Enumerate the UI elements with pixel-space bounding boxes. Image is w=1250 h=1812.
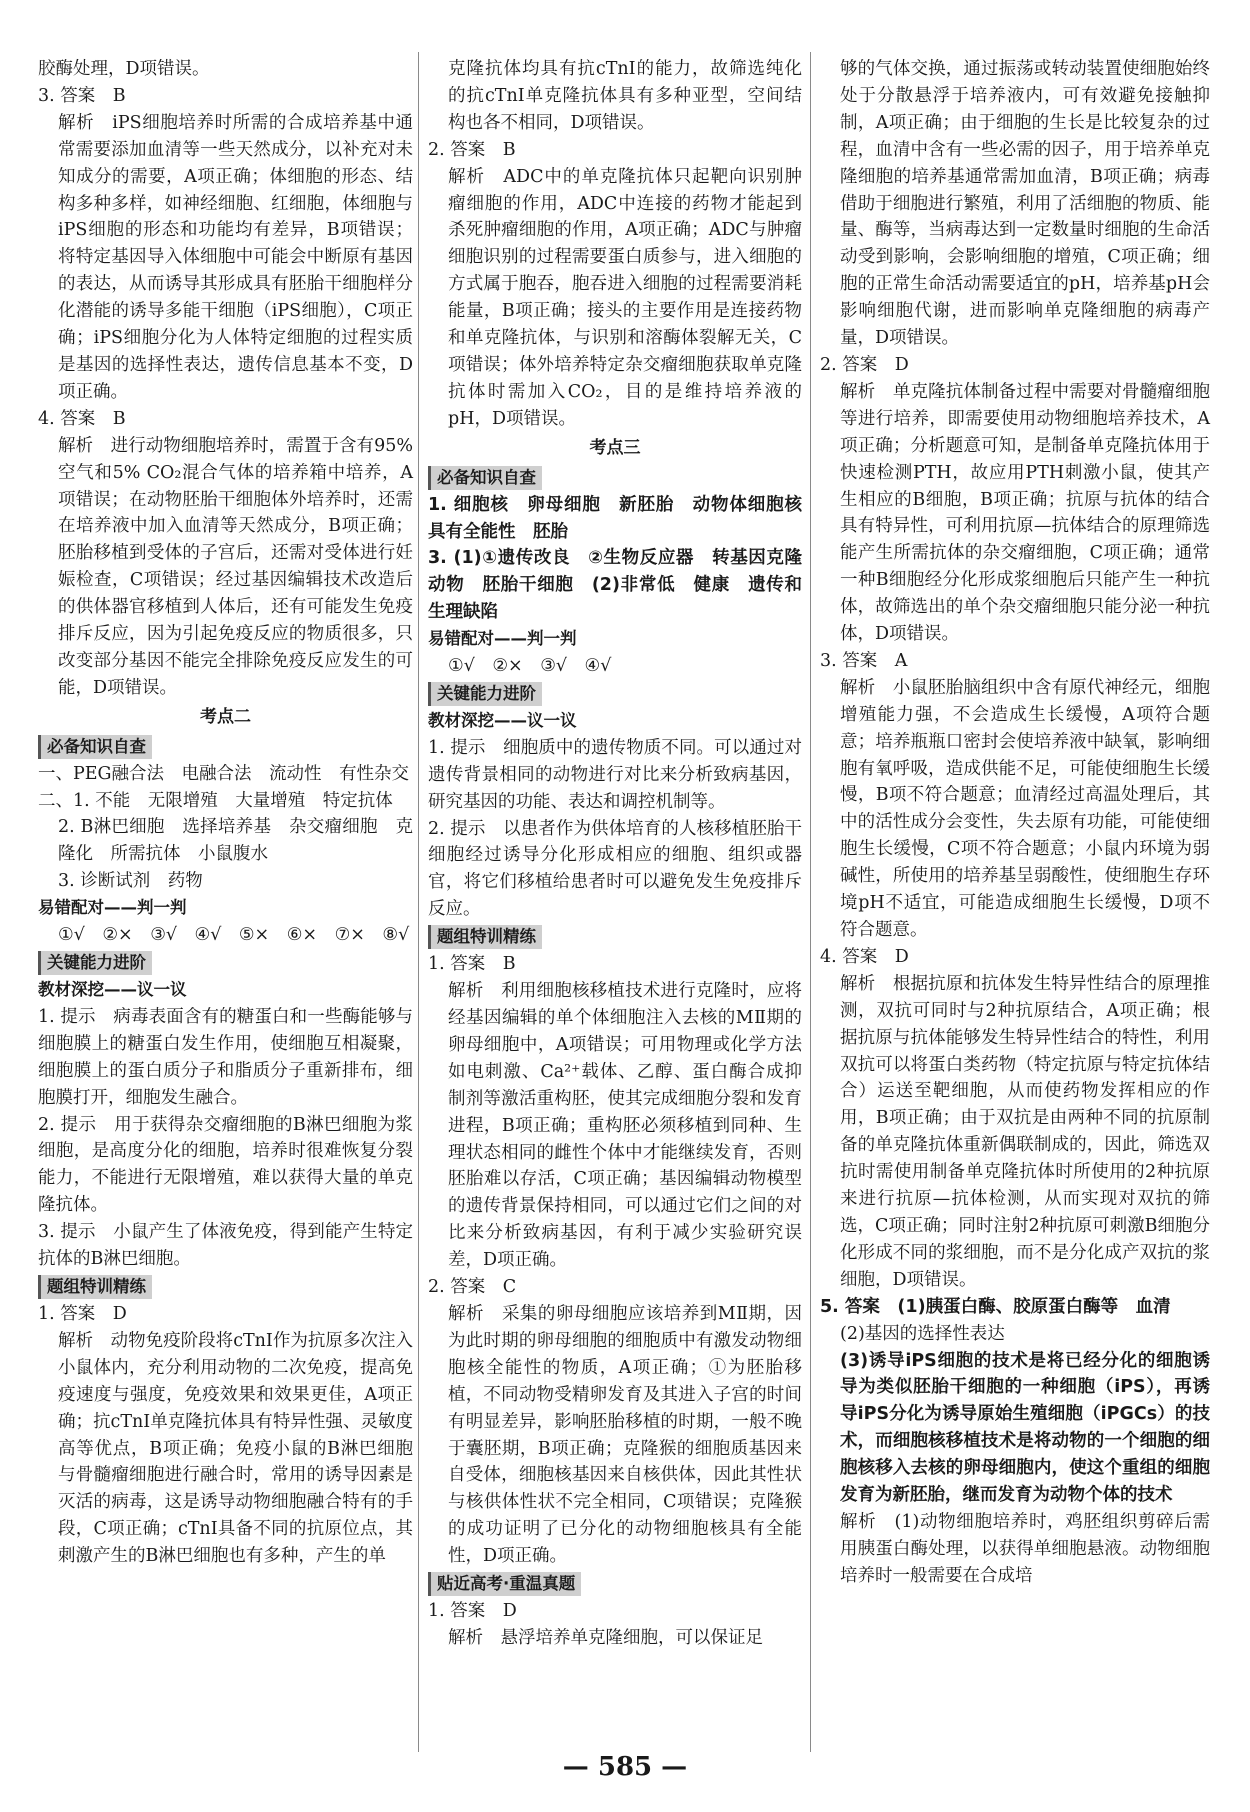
topic-heading: 考点二 bbox=[200, 706, 251, 727]
section-heading: 必备知识自查 bbox=[428, 466, 542, 490]
text-paragraph: 1. 答案 B bbox=[428, 954, 516, 975]
section-heading: 贴近高考·重温真题 bbox=[428, 1572, 581, 1596]
text-paragraph: 2. B淋巴细胞 选择培养基 杂交瘤细胞 克隆化 所需抗体 小鼠腹水 bbox=[58, 817, 413, 865]
text-paragraph: 2. 答案 B bbox=[428, 139, 516, 160]
text-paragraph: 1. 提示 病毒表面含有的糖蛋白和一些酶能够与细胞膜上的糖蛋白发生作用，使细胞互相凝聚，细胞膜上的蛋白质分子和脂质分子重新排布，细胞膜打开，细胞发生融合。 bbox=[38, 1006, 413, 1108]
section-heading-wrap bbox=[428, 923, 802, 951]
section-heading-wrap bbox=[428, 464, 802, 492]
section-heading: 关键能力进阶 bbox=[428, 682, 542, 706]
text-paragraph: 1. 提示 细胞质中的遗传物质不同。可以通过对遗传背景相同的动物进行对比来分析致病基因，研究基因的功能、表达和调控机制等。 bbox=[428, 737, 802, 812]
text-paragraph: 1. 答案 D bbox=[428, 1601, 517, 1622]
text-paragraph: 够的气体交换，通过振荡或转动装置使细胞始终处于分散悬浮于培养液内，可有效避免接触抑制，A项正确；由于细胞的生长是比较复杂的过程，血清中含有一些必需的因子，用于培养单克隆细胞的培养基通常需加血清，B项正确；病毒借助于细胞进行繁殖，利用了活细胞的物质、能量、酶等，当病毒达到一定数量时细胞的生命活动受到影响，会影响细胞的增殖，C项正确；细胞的正常生命活动需要适宜的pH，培养基pH会影响细胞代谢，进而影响单克隆细胞的病毒产量，D项错误。 bbox=[840, 59, 1210, 349]
text-paragraph: 解析 小鼠胚胎脑组织中含有原代神经元，细胞增殖能力强，不会造成生长缓慢，A项符合题意；培养瓶瓶口密封会使培养液中缺氧，影响细胞有氧呼吸，造成供能不足，可能使细胞生长缓慢，B项不符合题意；血清经过高温处理后，其中的活性成分会变性，失去原有功能，可能使细胞生长缓慢，C项不符合题意；小鼠内环境为弱碱性，所使用的培养基呈弱酸性，使细胞生存环境pH不适宜，可能造成细胞生长缓慢，D项不符合题意。 bbox=[840, 677, 1210, 940]
text-paragraph: 3. 提示 小鼠产生了体液免疫，得到能产生特定抗体的B淋巴细胞。 bbox=[38, 1222, 413, 1270]
text-paragraph: ①√ ②× ③√ ④√ bbox=[448, 656, 612, 677]
subsection-heading: 易错配对——判一判 bbox=[428, 629, 577, 649]
topic-heading: 考点三 bbox=[589, 437, 641, 458]
text-paragraph: 3. 诊断试剂 药物 bbox=[58, 871, 203, 892]
section-heading-wrap bbox=[38, 733, 413, 761]
text-paragraph: (3)诱导iPS细胞的技术是将已经分化的细胞诱导为类似胚胎干细胞的一种细胞（iPS），再诱导iPS分化为诱导原始生殖细胞（iPGCs）的技术，而细胞核移植技术是将动物的一个细胞的细胞核移入去核的卵母细胞内，使这个重组的细胞发育为新胚胎，继而发育为动物个体的技术 bbox=[840, 1350, 1210, 1506]
text-paragraph: 2. 提示 以患者作为供体培育的人核移植胚胎干细胞经过诱导分化形成相应的细胞、组织或器官，将它们移植给患者时可以避免发生免疫排斥反应。 bbox=[428, 818, 802, 920]
text-paragraph: 一、PEG融合法 电融合法 流动性 有性杂交 bbox=[38, 763, 410, 784]
subsection-heading: 教材深挖——议一议 bbox=[38, 980, 187, 999]
subsection-heading-wrap bbox=[38, 895, 413, 922]
text-paragraph: 4. 答案 B bbox=[38, 408, 126, 429]
subsection-heading-wrap bbox=[38, 977, 413, 1004]
column-right bbox=[820, 56, 1210, 1590]
section-heading: 关键能力进阶 bbox=[38, 951, 152, 975]
text-paragraph: 3. 答案 B bbox=[38, 85, 126, 106]
section-heading-wrap bbox=[38, 1273, 413, 1301]
text-paragraph: 2. 答案 C bbox=[428, 1277, 517, 1298]
text-paragraph: 解析 单克隆抗体制备过程中需要对骨髓瘤细胞等进行培养，即需要使用动物细胞培养技术，A项正确；分析题意可知，是制备单克隆抗体用于快速检测PTH，故应用PTH刺激小鼠，使其产生相应的B细胞，B项正确；抗原与抗体的结合具有特异性，可利用抗原—抗体结合的原理筛选能产生所需抗体的杂交瘤细胞，C项正确；通常一种B细胞经分化形成浆细胞后只能产生一种抗体，故筛选出的单个杂交瘤细胞只能分泌一种抗体，D项错误。 bbox=[840, 381, 1210, 645]
text-paragraph: 解析 采集的卵母细胞应该培养到MⅡ期，因为此时期的卵母细胞的细胞质中有激发动物细胞核全能性的物质，A项正确；①为胚胎移植，不同动物受精卵发育及其进入子宫的时间有明显差异，影响胚胎移植的时期，一般不晚于囊胚期，B项正确；克隆猴的细胞质基因来自受体，细胞核基因来自核供体，因此其性状与核供体性状不完全相同，C项错误；克隆猴的成功证明了已分化的动物细胞核具有全能性，D项正确。 bbox=[448, 1303, 802, 1567]
text-paragraph: 解析 (1)动物细胞培养时，鸡胚组织剪碎后需用胰蛋白酶处理，以获得单细胞悬液。动物细胞培养时一般需要在合成培 bbox=[840, 1511, 1210, 1586]
text-paragraph: 1. 答案 D bbox=[38, 1303, 127, 1324]
text-paragraph: 解析 进行动物细胞培养时，需置于含有95%空气和5% CO₂混合气体的培养箱中培养，A项错误；在动物胚胎干细胞体外培养时，还需在培养液中加入血清等天然成分，B项正确；胚胎移植到受体的子宫后，还需对受体进行妊娠检查，C项错误；经过基因编辑技术改造后的供体器官移植到人体后，还有可能发生免疫排斥反应，因为引起免疫反应的物质很多，只改变部分基因不能完全排除免疫反应发生的可能，D项错误。 bbox=[58, 435, 413, 698]
text-paragraph: 3. 答案 A bbox=[820, 650, 908, 671]
text-paragraph: 1. 细胞核 卵母细胞 新胚胎 动物体细胞核具有全能性 胚胎 bbox=[428, 494, 802, 542]
text-paragraph: 解析 动物免疫阶段将cTnI作为抗原多次注入小鼠体内，充分利用动物的二次免疫，提高免疫速度与强度，免疫效果和效果更佳，A项正确；抗cTnI单克隆抗体具有特异性强、灵敏度高等优点，B项正确；免疫小鼠的B淋巴细胞与骨髓瘤细胞进行融合时，常用的诱导因素是灭活的病毒，这是诱导动物细胞融合特有的手段，C项正确；cTnI具备不同的抗原位点，其刺激产生的B淋巴细胞也有多种，产生的单 bbox=[58, 1330, 413, 1567]
text-paragraph: 解析 悬浮培养单克隆细胞，可以保证足 bbox=[448, 1627, 763, 1648]
column-divider bbox=[418, 52, 419, 1752]
section-heading: 题组特训精练 bbox=[38, 1275, 152, 1299]
text-paragraph: 二、1. 不能 无限增殖 大量增殖 特定抗体 bbox=[38, 790, 393, 811]
text-paragraph: 解析 ADC中的单克隆抗体只起靶向识别肿瘤细胞的作用，ADC中连接的药物才能起到杀死肿瘤细胞的作用，A项正确；ADC与肿瘤细胞识别的过程需要蛋白质参与，进入细胞的方式属于胞吞，胞吞进入细胞的过程需要消耗能量，B项正确；接头的主要作用是连接药物和单克隆抗体，与识别和溶酶体裂解无关，C项错误；体外培养特定杂交瘤细胞获取单克隆抗体时需加入CO₂，目的是维持培养液的pH，D项错误。 bbox=[448, 166, 802, 429]
text-paragraph: 解析 根据抗原和抗体发生特异性结合的原理推测，双抗可同时与2种抗原结合，A项正确；根据抗原与抗体能够发生特异性结合的特性，利用双抗可以将蛋白类药物（特定抗原与特定抗体结合）运送至靶细胞，从而使药物发挥相应的作用，B项正确；由于双抗是由两种不同的抗原制备的单克隆抗体重新偶联制成的，因此，筛选双抗时需使用制备单克隆抗体时所使用的2种抗原来进行抗原—抗体检测，从而实现对双抗的筛选，C项正确；同时注射2种抗原可刺激B细胞分化形成不同的浆细胞，而不是分化成产双抗的浆细胞，D项错误。 bbox=[840, 973, 1210, 1290]
section-heading-wrap bbox=[38, 949, 413, 977]
column-middle bbox=[428, 56, 802, 1652]
section-heading: 必备知识自查 bbox=[38, 735, 152, 759]
text-paragraph: 2. 答案 D bbox=[820, 354, 909, 375]
text-paragraph: 胶酶处理，D项错误。 bbox=[38, 59, 210, 79]
subsection-heading: 易错配对——判一判 bbox=[38, 898, 187, 918]
section-heading: 题组特训精练 bbox=[428, 925, 542, 949]
subsection-heading-wrap bbox=[428, 708, 802, 735]
subsection-heading: 教材深挖——议一议 bbox=[428, 710, 577, 730]
subsection-heading-wrap bbox=[428, 626, 802, 653]
text-paragraph: 克隆抗体均具有抗cTnI的能力，故筛选纯化的抗cTnI单克隆抗体具有多种亚型，空间结构也各不相同，D项错误。 bbox=[448, 59, 802, 133]
text-paragraph: ①√ ②× ③√ ④√ ⑤× ⑥× ⑦× ⑧√ bbox=[58, 925, 410, 946]
text-paragraph: 5. 答案 (1)胰蛋白酶、胶原蛋白酶等 血清 bbox=[820, 1296, 1171, 1317]
column-divider bbox=[810, 52, 811, 1752]
text-paragraph: 4. 答案 D bbox=[820, 946, 909, 967]
text-paragraph: 解析 利用细胞核移植技术进行克隆时，应将经基因编辑的单个体细胞注入去核的MⅡ期的卵母细胞中，A项错误；可用物理或化学方法如电刺激、Ca²⁺载体、乙醇、蛋白酶合成抑制剂等激活重构胚，使其完成细胞分裂和发育进程，B项正确；重构胚必须移植到同种、生理状态相同的雌性个体中才能继续发育，否则胚胎难以存活，C项正确；基因编辑动物模型的遗传背景保持相同，可以通过它们之间的对比来分析致病基因，有利于减少实验研究误差，D项正确。 bbox=[448, 981, 802, 1271]
text-paragraph: (2)基因的选择性表达 bbox=[840, 1323, 1005, 1344]
text-paragraph: 2. 提示 用于获得杂交瘤细胞的B淋巴细胞为浆细胞，是高度分化的细胞，培养时很难恢复分裂能力，不能进行无限增殖，难以获得大量的单克隆抗体。 bbox=[38, 1114, 413, 1216]
section-heading-wrap bbox=[428, 1570, 802, 1598]
section-heading-wrap bbox=[428, 680, 802, 708]
page-number: — 585 — bbox=[562, 1752, 688, 1782]
column-left bbox=[38, 56, 413, 1570]
text-paragraph: 3. (1)①遗传改良 ②生物反应器 转基因克隆动物 胚胎干细胞 (2)非常低 健康 遗传和生理缺陷 bbox=[428, 548, 802, 623]
text-paragraph: 解析 iPS细胞培养时所需的合成培养基中通常需要添加血清等一些天然成分，以补充对未知成分的需要，A项正确；体细胞的形态、结构多种多样，如神经细胞、红细胞，体细胞与iPS细胞的形态和功能均有差异，B项错误；将特定基因导入体细胞中可能会中断原有基因的表达，从而诱导其形成具有胚胎干细胞样分化潜能的诱导多能干细胞（iPS细胞），C项正确；iPS细胞分化为人体特定细胞的过程实质是基因的选择性表达，遗传信息基本不变，D项正确。 bbox=[58, 112, 413, 402]
